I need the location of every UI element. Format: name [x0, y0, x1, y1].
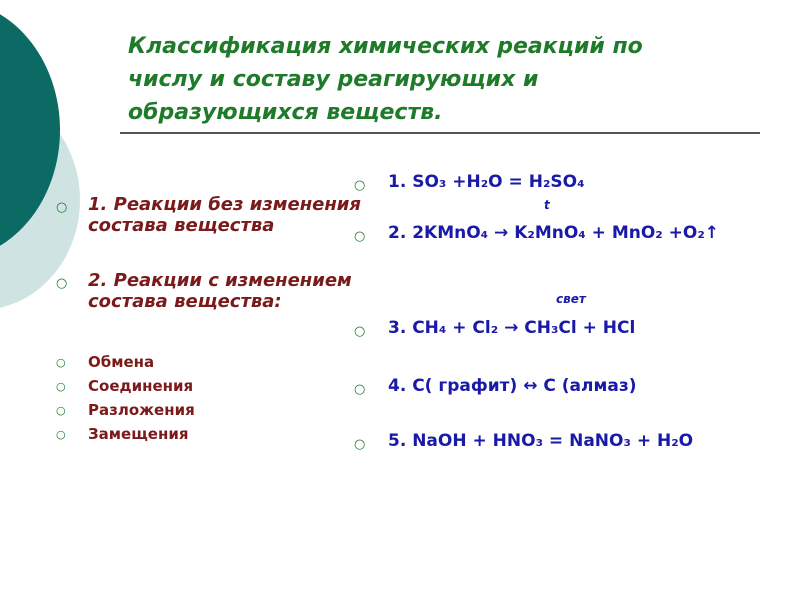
classification-list [52, 194, 362, 446]
reaction-type-label: Обмена [88, 353, 155, 371]
ring-bullet-icon: ○ [354, 324, 366, 339]
classification-item-1 [52, 194, 362, 236]
equation-2 [350, 223, 790, 244]
list-item [52, 374, 362, 398]
equation-1-text: 1. SO₃ +H₂O = H₂SO₄ [388, 172, 585, 192]
condition-label-svet: свет [556, 292, 586, 306]
equation-4 [350, 376, 790, 397]
reaction-type-label: Разложения [88, 401, 195, 419]
title-divider [120, 132, 760, 134]
equation-2-text: 2. 2KMnO₄ → K₂MnO₄ + MnO₂ +O₂↑ [388, 223, 720, 243]
ring-bullet-icon: ○ [354, 229, 366, 244]
ring-bullet-icon: ○ [354, 178, 366, 193]
ring-bullet-icon: ○ [56, 356, 66, 369]
equation-5-text: 5. NaOH + HNO₃ = NaNO₃ + H₂O [388, 431, 694, 451]
condition-label-t: t [544, 198, 550, 212]
equation-1 [350, 172, 790, 193]
title-line-1: Классификация химических реакций по [128, 34, 643, 59]
list-item [52, 422, 362, 446]
equation-3 [350, 318, 790, 339]
ring-bullet-icon: ○ [354, 437, 366, 452]
ring-bullet-icon: ○ [56, 404, 66, 417]
list-item [52, 398, 362, 422]
equation-5 [350, 431, 790, 452]
title-line-3: образующихся веществ. [128, 100, 443, 125]
reaction-types-list [52, 350, 362, 446]
equation-3-text: 3. CH₄ + Cl₂ → CH₃Cl + HCl [388, 318, 636, 338]
slide-title [128, 30, 728, 129]
ring-bullet-icon: ○ [56, 200, 68, 215]
classification-item-2 [52, 270, 362, 312]
ring-bullet-icon: ○ [56, 276, 68, 291]
classification-item-1-text: 1. Реакции без изменения состава вещества [88, 194, 361, 236]
ring-bullet-icon: ○ [354, 382, 366, 397]
ring-bullet-icon: ○ [56, 380, 66, 393]
reaction-type-label: Замещения [88, 425, 189, 443]
classification-item-2-text: 2. Реакции с изменением состава вещества: [88, 270, 352, 312]
list-item [52, 350, 362, 374]
title-line-2: числу и составу реагирующих и [128, 67, 539, 92]
ring-bullet-icon: ○ [56, 428, 66, 441]
equation-4-text: 4. С( графит) ↔ С (алмаз) [388, 376, 637, 396]
reaction-type-label: Соединения [88, 377, 194, 395]
